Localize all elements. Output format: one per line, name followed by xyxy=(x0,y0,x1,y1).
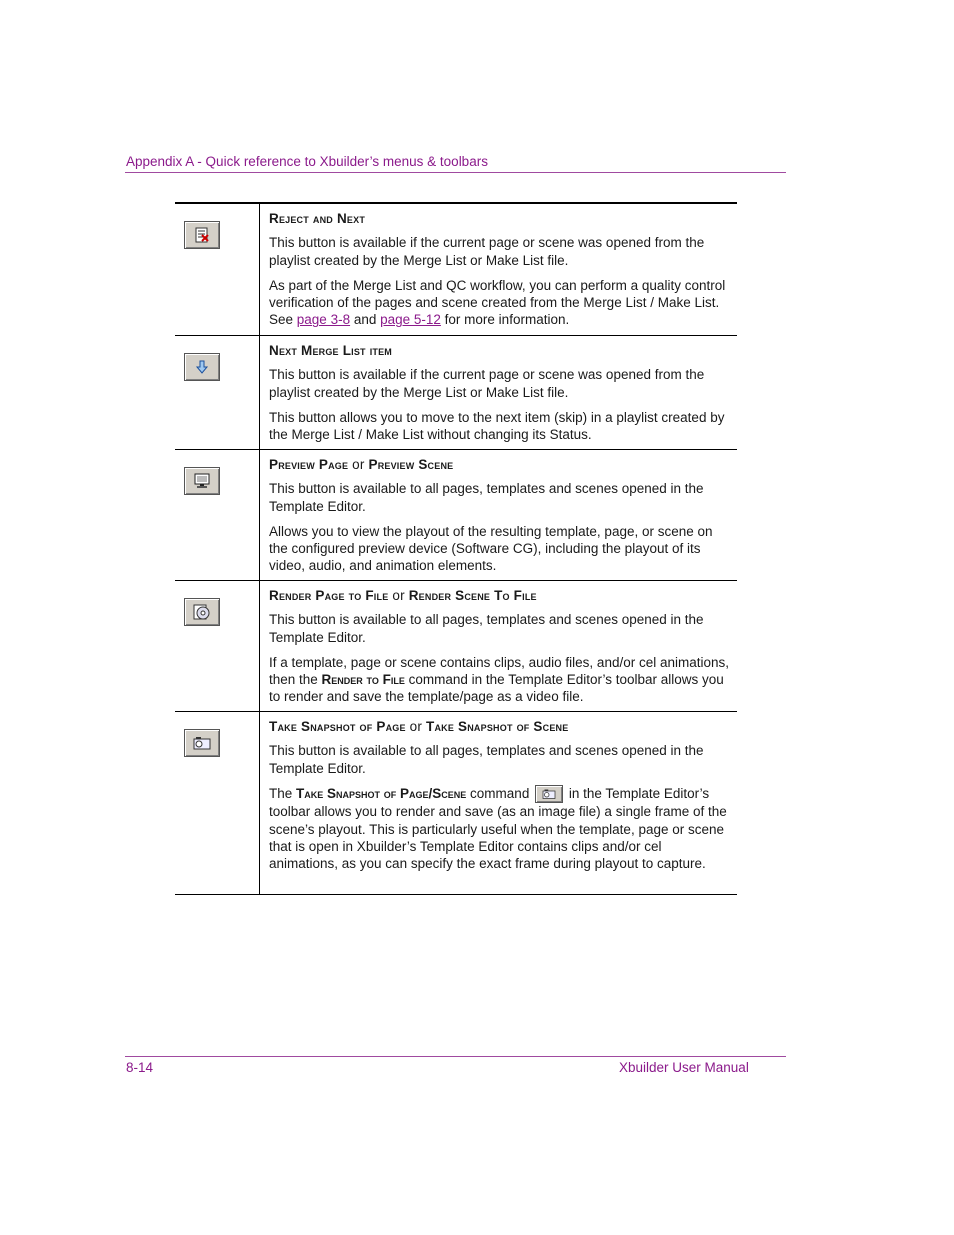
camera-snapshot-icon xyxy=(535,785,563,803)
row-paragraph: The Take Snapshot of Page/Scene command in the Template Editor’s toolbar allows you to render and save (as an image file) a single frame of the scene’s playout. This is particularly useful when the template, page or scene that is open in Xbuilder’s Template Editor contains clips and/or cel animations, as you can specify the exact frame during playout to capture. xyxy=(269,785,727,872)
icon-cell xyxy=(175,712,260,894)
down-arrow-icon xyxy=(184,353,220,381)
row-paragraph: This button is available to all pages, templates and scenes opened in the Template Editor. xyxy=(269,481,704,514)
icon-cell xyxy=(175,336,260,449)
row-heading: Reject and Next xyxy=(269,211,366,226)
description-cell xyxy=(260,712,737,894)
icon-cell xyxy=(175,204,260,335)
description-cell xyxy=(260,336,737,449)
row-heading: Render Page to File or Render Scene To File xyxy=(269,588,537,603)
row-paragraph: This button is available to all pages, templates and scenes opened in the Template Editor. xyxy=(269,743,704,776)
row-heading: Next Merge List item xyxy=(269,343,393,358)
page-link[interactable]: page 3-8 xyxy=(296,312,351,328)
camera-snapshot-icon xyxy=(184,729,220,757)
render-disc-icon xyxy=(184,598,220,626)
footer-divider xyxy=(125,1056,786,1057)
page-number: 8-14 xyxy=(126,1060,154,1075)
table-row xyxy=(175,581,737,712)
icon-cell xyxy=(175,450,260,580)
table-row xyxy=(175,336,737,450)
row-paragraph: This button allows you to move to the next item (skip) in a playlist created by the Merge List / Make List without changing its Status. xyxy=(269,409,725,443)
row-paragraph: As part of the Merge List and QC workflow, you can perform a quality control verification of the pages and scene created from the Merge List / Make List. See page 3-8 and page 5-12 for more information. xyxy=(269,277,726,328)
monitor-preview-icon xyxy=(184,467,220,495)
description-cell xyxy=(260,204,737,335)
manual-title: Xbuilder User Manual xyxy=(619,1060,749,1075)
table-row xyxy=(175,204,737,336)
page-link[interactable]: page 5-12 xyxy=(380,312,441,328)
description-cell xyxy=(260,581,737,711)
row-paragraph: Allows you to view the playout of the resulting template, page, or scene on the configured preview device (Software CG), including the playout of its video, audio, and animation elements. xyxy=(269,523,713,574)
row-paragraph: This button is available to all pages, templates and scenes opened in the Template Editor. xyxy=(269,612,704,645)
toolbar-reference-table xyxy=(175,202,737,895)
page-header-title: Appendix A - Quick reference to Xbuilder’s menus & toolbars xyxy=(126,154,488,169)
description-cell xyxy=(260,450,737,580)
row-paragraph: This button is available if the current page or scene was opened from the playlist created by the Merge List or Make List file. xyxy=(269,367,705,400)
table-row xyxy=(175,450,737,581)
row-heading: Take Snapshot of Page or Take Snapshot of Scene xyxy=(269,719,569,734)
header-divider xyxy=(125,172,786,173)
row-paragraph: If a template, page or scene contains clips, audio files, and/or cel animations, then the Render to File command in the Template Editor’s toolbar allows you to render and save the template/page as a video file. xyxy=(269,654,730,705)
row-heading: Preview Page or Preview Scene xyxy=(269,457,454,472)
row-paragraph: This button is available if the current page or scene was opened from the playlist created by the Merge List or Make List file. xyxy=(269,235,705,268)
table-row xyxy=(175,712,737,895)
reject-and-next-icon xyxy=(184,221,220,249)
icon-cell xyxy=(175,581,260,711)
